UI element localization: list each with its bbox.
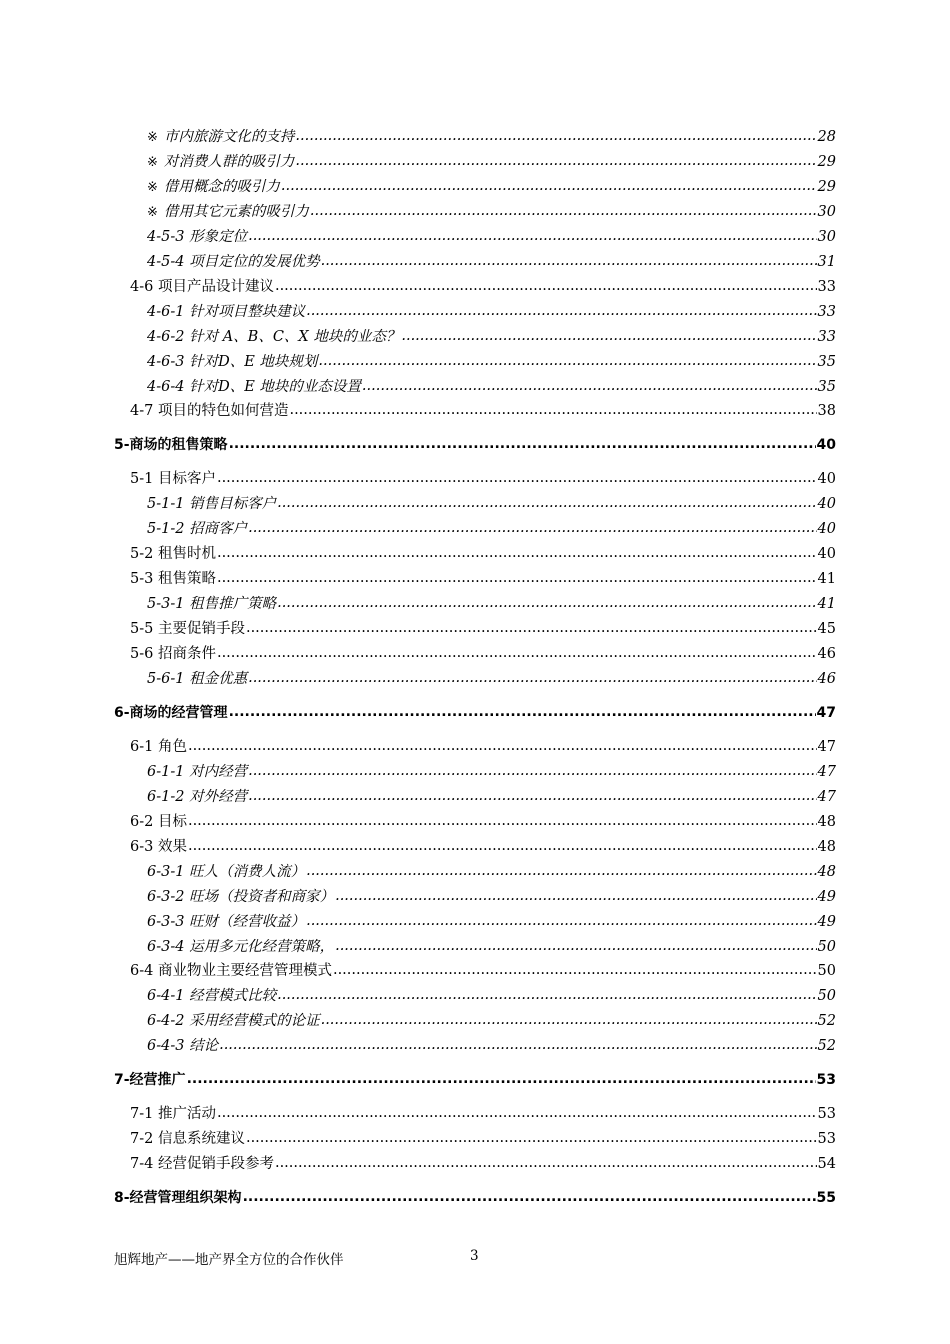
toc-entry[interactable] bbox=[130, 277, 836, 297]
toc-entry-label: 4-5-4 项目定位的发展优势 bbox=[147, 253, 320, 270]
toc-entry-label: ※ 借用概念的吸引力 bbox=[147, 177, 280, 198]
dot-leader bbox=[321, 1010, 817, 1030]
toc-entry-page-number: 47 bbox=[816, 704, 836, 721]
toc-entry-page-number: 29 bbox=[817, 153, 836, 170]
dot-leader bbox=[187, 1069, 816, 1089]
toc-entry[interactable] bbox=[147, 937, 836, 957]
toc-entry[interactable] bbox=[130, 1154, 836, 1174]
toc-entry[interactable] bbox=[147, 127, 836, 148]
toc-entry-page-number: 30 bbox=[817, 203, 836, 220]
dot-leader bbox=[333, 960, 817, 980]
toc-entry-label: 4-6-1 针对项目整块建议 bbox=[147, 303, 306, 320]
toc-entry[interactable] bbox=[147, 787, 836, 807]
toc-entry-page-number: 53 bbox=[817, 1106, 836, 1123]
toc-entry-label: 5-2 租售时机 bbox=[130, 546, 216, 563]
footer-page-number: 3 bbox=[470, 1248, 479, 1264]
toc-entry[interactable] bbox=[147, 202, 836, 223]
dot-leader bbox=[248, 786, 816, 806]
toc-entry-page-number: 50 bbox=[817, 938, 836, 955]
toc-entry[interactable] bbox=[147, 302, 836, 322]
toc-entry-label: 6-1-1 对内经营 bbox=[147, 763, 248, 780]
dot-leader bbox=[281, 176, 817, 196]
toc-entry-page-number: 53 bbox=[817, 1131, 836, 1148]
toc-entry-page-number: 50 bbox=[817, 963, 836, 980]
toc-entry[interactable] bbox=[130, 737, 836, 757]
dot-leader bbox=[243, 1187, 816, 1207]
toc-entry[interactable] bbox=[130, 544, 836, 564]
toc-entry-label: 5-3-1 租售推广策略 bbox=[147, 596, 277, 613]
dot-leader bbox=[306, 911, 816, 931]
toc-entry[interactable] bbox=[147, 862, 836, 882]
dot-leader bbox=[277, 985, 816, 1005]
dot-leader bbox=[246, 618, 817, 638]
toc-entry[interactable] bbox=[147, 762, 836, 782]
toc-entry-label: 6-3-1 旺人（消费人流） bbox=[147, 863, 306, 880]
toc-entry[interactable] bbox=[147, 594, 836, 614]
toc-entry-page-number: 52 bbox=[817, 1038, 836, 1055]
toc-entry-label: 4-6 项目产品设计建议 bbox=[130, 278, 274, 295]
toc-entry-page-number: 35 bbox=[817, 353, 836, 370]
toc-entry-label: 6-4-3 结论 bbox=[147, 1038, 219, 1055]
toc-entry-label: 5-1-2 招商客户 bbox=[147, 521, 248, 538]
toc-chapter-entry[interactable] bbox=[114, 703, 836, 723]
toc-entry-label: 6-1-2 对外经营 bbox=[147, 788, 248, 805]
toc-entry[interactable] bbox=[147, 377, 836, 397]
toc-entry-label: 4-6-3 针对D、E 地块规划 bbox=[147, 353, 318, 370]
toc-entry[interactable] bbox=[147, 519, 836, 539]
toc-entry-label: ※ 对消费人群的吸引力 bbox=[147, 152, 294, 173]
dot-leader bbox=[310, 201, 817, 221]
toc-entry-page-number: 31 bbox=[817, 253, 836, 270]
dot-leader bbox=[229, 434, 816, 454]
toc-entry[interactable] bbox=[147, 986, 836, 1006]
toc-entry-page-number: 52 bbox=[817, 1013, 836, 1030]
toc-entry-page-number: 53 bbox=[816, 1072, 836, 1089]
toc-chapter-entry[interactable] bbox=[114, 435, 836, 455]
toc-entry-page-number: 48 bbox=[817, 838, 836, 855]
toc-entry-label: 6-4-2 采用经营模式的论证 bbox=[147, 1013, 320, 1030]
toc-entry-label: 6-4 商业物业主要经营管理模式 bbox=[130, 963, 332, 980]
dot-leader bbox=[219, 1035, 816, 1055]
toc-entry-page-number: 50 bbox=[817, 988, 836, 1005]
toc-entry[interactable] bbox=[147, 1011, 836, 1031]
toc-entry[interactable] bbox=[130, 837, 836, 857]
toc-entry-page-number: 41 bbox=[817, 596, 836, 613]
dot-leader bbox=[188, 736, 817, 756]
toc-entry[interactable] bbox=[147, 1036, 836, 1056]
toc-chapter-entry[interactable] bbox=[114, 1070, 836, 1090]
toc-entry[interactable] bbox=[147, 227, 836, 247]
toc-entry-page-number: 40 bbox=[816, 437, 836, 454]
toc-entry-label: 7-经营推广 bbox=[114, 1072, 186, 1089]
dot-leader bbox=[362, 376, 817, 396]
dot-leader bbox=[335, 886, 816, 906]
toc-entry-page-number: 48 bbox=[817, 813, 836, 830]
dot-leader bbox=[306, 861, 816, 881]
toc-entry-label: 6-3-3 旺财（经营收益） bbox=[147, 913, 306, 930]
toc-entry[interactable] bbox=[147, 352, 836, 372]
toc-entry-label: 8-经营管理组织架构 bbox=[114, 1190, 242, 1206]
toc-entry-page-number: 54 bbox=[817, 1156, 836, 1173]
toc-entry-label: 4-6-2 针对 A、B、C、X 地块的业态？ bbox=[147, 328, 401, 345]
toc-entry-label: 7-4 经营促销手段参考 bbox=[130, 1156, 274, 1173]
toc-entry-page-number: 28 bbox=[817, 129, 836, 145]
toc-entry[interactable] bbox=[130, 1104, 836, 1124]
dot-leader bbox=[248, 518, 816, 538]
toc-entry-label: 6-3-2 旺场（投资者和商家） bbox=[147, 888, 335, 905]
toc-entry-label: 7-2 信息系统建议 bbox=[130, 1131, 245, 1148]
toc-entry-page-number: 30 bbox=[817, 228, 836, 245]
toc-chapter-entry[interactable] bbox=[114, 1188, 836, 1208]
toc-entry-label: 5-6-1 租金优惠 bbox=[147, 671, 248, 687]
toc-entry-page-number: 40 bbox=[817, 496, 836, 513]
toc-entry-page-number: 38 bbox=[817, 403, 836, 420]
toc-entry[interactable] bbox=[147, 887, 836, 907]
toc-entry-page-number: 49 bbox=[817, 913, 836, 930]
toc-entry-page-number: 41 bbox=[817, 571, 836, 588]
toc-entry-label: 5-6 招商条件 bbox=[130, 646, 216, 662]
dot-leader bbox=[289, 400, 816, 420]
toc-entry[interactable] bbox=[130, 812, 836, 832]
toc-entry-label: 6-3 效果 bbox=[130, 838, 187, 855]
toc-entry-label: 4-7 项目的特色如何营造 bbox=[130, 403, 289, 420]
toc-entry-page-number: 29 bbox=[817, 178, 836, 195]
dot-leader bbox=[321, 251, 817, 271]
toc-entry[interactable] bbox=[147, 327, 836, 347]
toc-entry-page-number: 33 bbox=[817, 278, 836, 295]
dot-leader bbox=[401, 326, 816, 346]
toc-entry[interactable] bbox=[130, 644, 836, 664]
dot-leader bbox=[217, 1103, 817, 1123]
toc-entry[interactable] bbox=[147, 177, 836, 198]
toc-entry-label: 6-2 目标 bbox=[130, 813, 187, 830]
dot-leader bbox=[188, 811, 817, 831]
dot-leader bbox=[248, 761, 816, 781]
toc-entry-label: 5-5 主要促销手段 bbox=[130, 621, 245, 638]
toc-entry-label: ※ 市内旅游文化的支持 bbox=[147, 127, 294, 148]
toc-entry-label: 5-1 目标客户 bbox=[130, 471, 216, 488]
toc-entry[interactable] bbox=[130, 961, 836, 981]
toc-entry-label: ※ 借用其它元素的吸引力 bbox=[147, 202, 309, 223]
toc-entry[interactable] bbox=[147, 912, 836, 932]
toc-entry-page-number: 33 bbox=[817, 328, 836, 345]
dot-leader bbox=[246, 1128, 817, 1148]
toc-entry-label: 6-1 角色 bbox=[130, 738, 187, 755]
toc-entry[interactable] bbox=[147, 152, 836, 173]
dot-leader bbox=[188, 836, 817, 856]
toc-entry-label: 7-1 推广活动 bbox=[130, 1106, 216, 1123]
toc-entry[interactable] bbox=[130, 469, 836, 489]
toc-entry-label: 5-3 租售策略 bbox=[130, 571, 216, 588]
toc-entry-page-number: 47 bbox=[817, 763, 836, 780]
toc-entry-page-number: 40 bbox=[817, 521, 836, 538]
toc-entry-label: 6-商场的经营管理 bbox=[114, 704, 228, 721]
dot-leader bbox=[217, 643, 817, 663]
dot-leader bbox=[277, 593, 816, 613]
toc-entry-page-number: 46 bbox=[817, 671, 836, 687]
toc-entry-page-number: 47 bbox=[817, 738, 836, 755]
toc-entry-label: 5-1-1 销售目标客户 bbox=[147, 496, 277, 513]
dot-leader bbox=[217, 568, 817, 588]
toc-entry-page-number: 48 bbox=[817, 863, 836, 880]
dot-leader bbox=[275, 276, 817, 296]
footer-company-text: 旭辉地产——地产界全方位的合作伙伴 bbox=[114, 1252, 344, 1268]
toc-entry[interactable] bbox=[130, 569, 836, 589]
toc-entry[interactable] bbox=[130, 1129, 836, 1149]
toc-entry-label: 6-3-4 运用多元化经营策略， bbox=[147, 938, 335, 955]
toc-entry-page-number: 35 bbox=[817, 378, 836, 395]
dot-leader bbox=[295, 126, 816, 146]
toc-entry[interactable] bbox=[147, 252, 836, 272]
dot-leader bbox=[335, 936, 816, 956]
toc-entry-page-number: 33 bbox=[817, 303, 836, 320]
toc-entry-label: 6-4-1 经营模式比较 bbox=[147, 988, 277, 1005]
toc-entry-page-number: 55 bbox=[816, 1190, 836, 1206]
dot-leader bbox=[248, 226, 816, 246]
toc-entry[interactable] bbox=[130, 401, 836, 421]
dot-leader bbox=[217, 543, 817, 563]
toc-entry-page-number: 47 bbox=[817, 788, 836, 805]
toc-entry-page-number: 45 bbox=[817, 621, 836, 638]
toc-entry-label: 4-6-4 针对D、E 地块的业态设置 bbox=[147, 378, 361, 395]
toc-entry[interactable] bbox=[130, 619, 836, 639]
dot-leader bbox=[248, 668, 816, 688]
dot-leader bbox=[277, 493, 816, 513]
toc-entry-page-number: 40 bbox=[817, 546, 836, 563]
toc-entry-page-number: 46 bbox=[817, 646, 836, 662]
toc-entry-page-number: 49 bbox=[817, 888, 836, 905]
dot-leader bbox=[295, 151, 816, 171]
dot-leader bbox=[275, 1153, 817, 1173]
dot-leader bbox=[318, 351, 816, 371]
dot-leader bbox=[306, 301, 816, 321]
toc-entry[interactable] bbox=[147, 494, 836, 514]
dot-leader bbox=[217, 468, 817, 488]
dot-leader bbox=[229, 702, 816, 722]
toc-entry-label: 4-5-3 形象定位 bbox=[147, 228, 248, 245]
toc-entry-page-number: 40 bbox=[817, 471, 836, 488]
toc-entry-label: 5-商场的租售策略 bbox=[114, 437, 228, 454]
toc-entry[interactable] bbox=[147, 669, 836, 689]
